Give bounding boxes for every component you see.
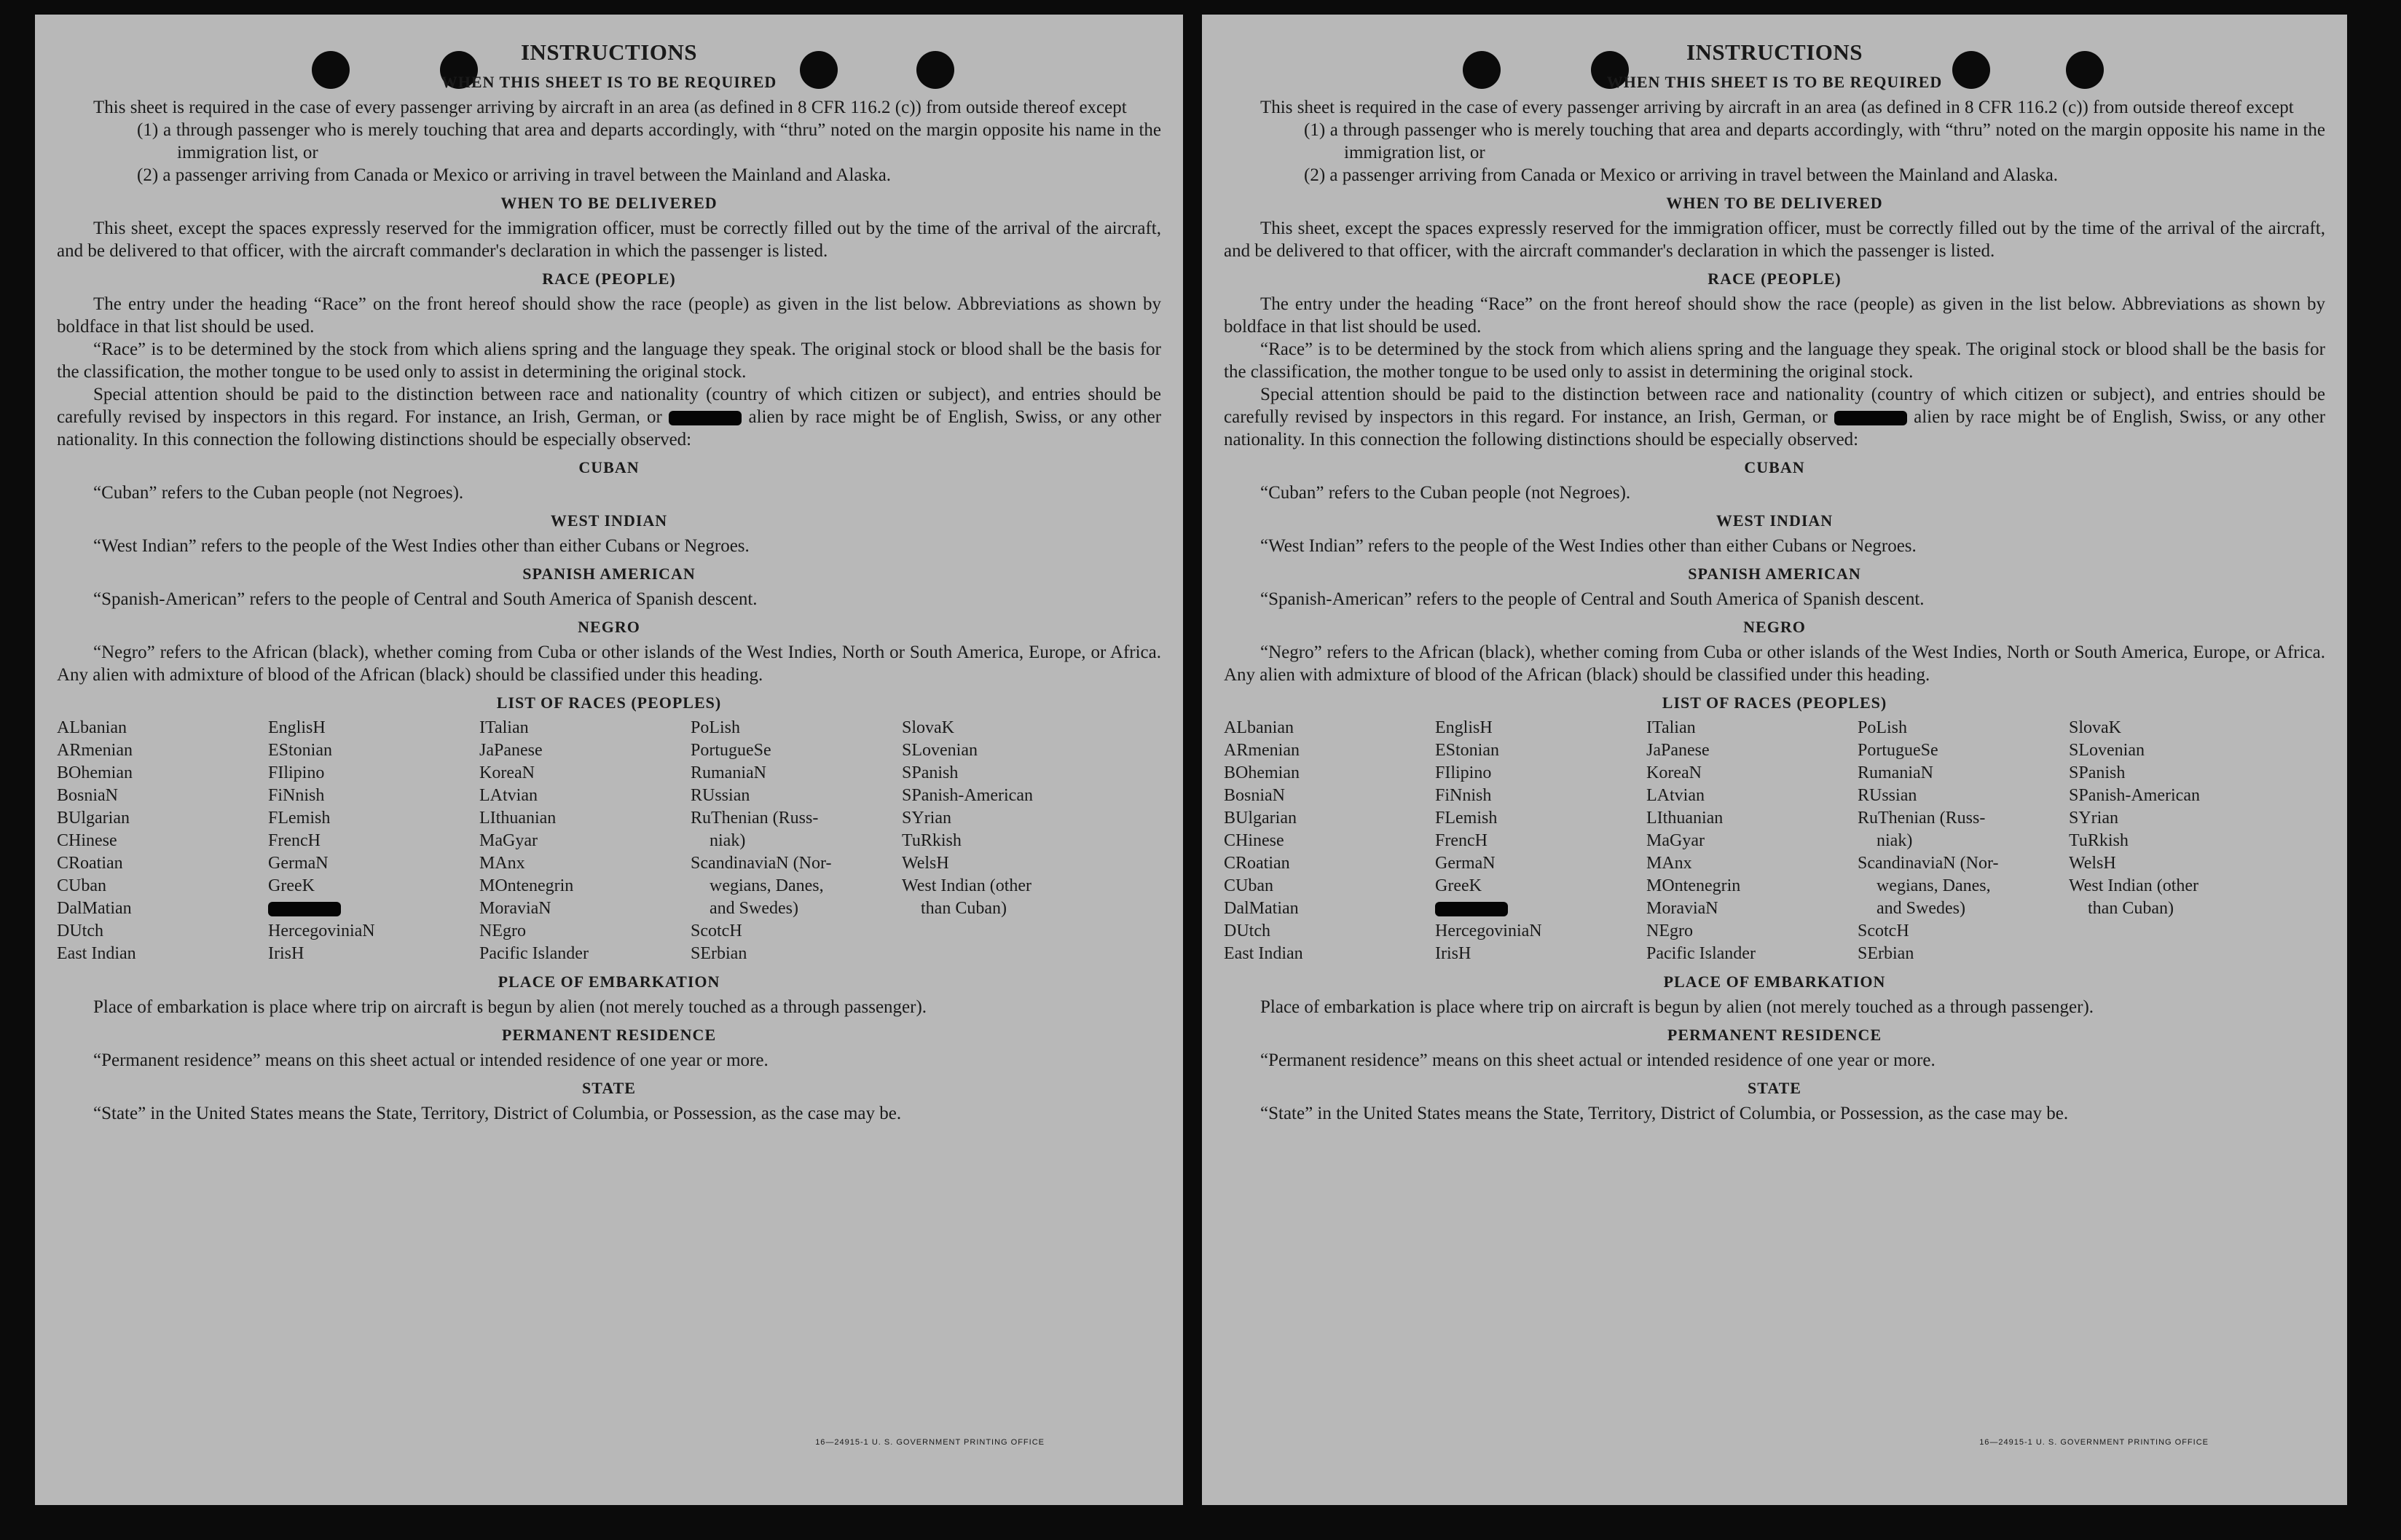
heading-negro: NEGRO <box>578 618 640 636</box>
para-race-3 <box>1224 383 2325 451</box>
races-list <box>1224 717 2325 965</box>
race-item: RumaniaN <box>1858 763 1933 782</box>
races-column-5 <box>902 717 1091 965</box>
race-item: MAnx <box>1646 854 1692 873</box>
para-state: “State” in the United States means the State, Territory, District of Columbia, or Possession, as the case may be. <box>1260 1104 2069 1123</box>
race-item: FIlipino <box>1435 763 1492 782</box>
race-item: WelsH <box>2069 854 2116 873</box>
heading-race: RACE (PEOPLE) <box>1708 270 1842 288</box>
race-item: Pacific Islander <box>479 944 589 963</box>
races-column-1 <box>1224 717 1435 965</box>
race-item: BosniaN <box>1224 786 1285 805</box>
race-item: JaPanese <box>479 741 543 760</box>
redaction-mark <box>669 411 742 425</box>
race-item: EStonian <box>1435 741 1499 760</box>
para-race-2: “Race” is to be determined by the stock from which aliens spring and the language they speak. The original stock or blood shall be the basis for the classification, the mother tongue to be used only to assist in determining the original stock. <box>1224 339 2325 382</box>
para-race-3b: alien by race might be of English, Swiss, or any other nationality. In this connection the following distinctions should be especially observed: <box>57 407 1162 449</box>
race-item: ARmenian <box>1224 741 1300 760</box>
race-item: GreeK <box>268 876 315 895</box>
race-item: EStonian <box>268 741 332 760</box>
race-item: LIthuanian <box>1646 809 1724 828</box>
race-item: TuRkish <box>902 831 962 850</box>
instructions-content <box>57 22 1161 1125</box>
race-item: East Indian <box>57 944 136 963</box>
race-item: WelsH <box>902 854 949 873</box>
heading-embarkation: PLACE OF EMBARKATION <box>498 973 720 991</box>
race-item-continued: than Cuban) <box>2088 899 2174 918</box>
para-delivered: This sheet, except the spaces expressly reserved for the immigration officer, must be correctly filled out by the time of the arrival of the aircraft, and be delivered to that officer, with the aircraft commander's declaration in which the passenger is listed. <box>1224 219 2325 261</box>
heading-west-indian: WEST INDIAN <box>1716 511 1834 530</box>
race-item: SPanish-American <box>902 786 1033 805</box>
race-item: DUtch <box>1224 922 1270 940</box>
race-item: MoraviaN <box>479 899 551 918</box>
race-item: TuRkish <box>2069 831 2129 850</box>
race-item: FLemish <box>1435 809 1498 828</box>
race-item-continued: and Swedes) <box>1877 899 1965 918</box>
race-item: FIlipino <box>268 763 325 782</box>
race-item: RumaniaN <box>691 763 766 782</box>
race-item: CRoatian <box>57 854 123 873</box>
race-item: GermaN <box>268 854 329 873</box>
races-list <box>57 717 1161 965</box>
race-item: Pacific Islander <box>1646 944 1756 963</box>
para-negro: “Negro” refers to the African (black), whether coming from Cuba or other islands of the West Indies, North or South America, Europe, or Africa. Any alien with admixture of blood of the African (black) should be classified under this heading. <box>1224 643 2325 685</box>
races-column-4 <box>691 717 902 965</box>
para-west-indian: “West Indian” refers to the people of the West Indies other than either Cubans or Negroes. <box>93 536 750 556</box>
race-item-continued: niak) <box>710 831 746 850</box>
heading-state: STATE <box>1748 1079 1801 1097</box>
race-item: SPanish <box>2069 763 2126 782</box>
race-item: LAtvian <box>1646 786 1705 805</box>
race-item: KoreaN <box>479 763 535 782</box>
race-item: MaGyar <box>1646 831 1705 850</box>
para-spanish-american: “Spanish-American” refers to the people of Central and South America of Spanish descent. <box>93 589 758 609</box>
race-item: FrencH <box>1435 831 1488 850</box>
para-cuban: “Cuban” refers to the Cuban people (not Negroes). <box>93 483 464 503</box>
race-item: CRoatian <box>1224 854 1290 873</box>
race-item: SPanish <box>902 763 959 782</box>
para-race-2: “Race” is to be determined by the stock from which aliens spring and the language they speak. The original stock or blood shall be the basis for the classification, the mother tongue to be used only to assist in determining the original stock. <box>57 339 1161 382</box>
race-item: FiNnish <box>268 786 325 805</box>
race-item: ScandinaviaN (Nor- <box>1858 854 1999 873</box>
races-column-2 <box>1435 717 1646 965</box>
race-item: IrisH <box>1435 944 1471 963</box>
para-cuban: “Cuban” refers to the Cuban people (not Negroes). <box>1260 483 1631 503</box>
race-item: SYrian <box>2069 809 2118 828</box>
race-item: MaGyar <box>479 831 538 850</box>
race-item: ScotcH <box>691 922 742 940</box>
race-item: HercegoviniaN <box>1435 922 1542 940</box>
redaction-mark <box>1834 411 1907 425</box>
heading-embarkation: PLACE OF EMBARKATION <box>1663 973 1886 991</box>
race-item: LAtvian <box>479 786 538 805</box>
printing-office-note: 16—24915-1 U. S. GOVERNMENT PRINTING OFFICE <box>1979 1438 2209 1447</box>
heading-list-of-races: LIST OF RACES (PEOPLES) <box>1662 694 1887 712</box>
race-item: ScotcH <box>1858 922 1909 940</box>
race-item-continued: than Cuban) <box>921 899 1007 918</box>
race-item: NEgro <box>1646 922 1693 940</box>
race-item: DalMatian <box>1224 899 1299 918</box>
race-item: SlovaK <box>2069 718 2121 737</box>
heading-delivered: WHEN TO BE DELIVERED <box>500 194 718 212</box>
race-item: RuThenian (Russ- <box>1858 809 1986 828</box>
race-item: ITalian <box>1646 718 1696 737</box>
exception-item-1: (1) a through passenger who is merely touching that area and departs accordingly, with “thru” noted on the margin opposite his name in the immigration list, or <box>137 120 1161 162</box>
race-item: SPanish-American <box>2069 786 2200 805</box>
race-item: East Indian <box>1224 944 1303 963</box>
instructions-content <box>1224 22 2325 1125</box>
heading-spanish-american: SPANISH AMERICAN <box>522 565 696 583</box>
race-item: RUssian <box>691 786 750 805</box>
heading-residence: PERMANENT RESIDENCE <box>1667 1026 1882 1044</box>
para-embarkation: Place of embarkation is place where trip on aircraft is begun by alien (not merely touched as a through passenger). <box>1260 997 2094 1017</box>
heading-negro: NEGRO <box>1743 618 1806 636</box>
race-item-redacted <box>268 897 479 920</box>
para-negro: “Negro” refers to the African (black), whether coming from Cuba or other islands of the West Indies, North or South America, Europe, or Africa. Any alien with admixture of blood of the African (black) should be classified under this heading. <box>57 643 1161 685</box>
redaction-mark <box>1435 902 1508 916</box>
race-item: MOntenegrin <box>1646 876 1741 895</box>
race-item: BOhemian <box>57 763 133 782</box>
exception-item-2: (2) a passenger arriving from Canada or Mexico or arriving in travel between the Mainland and Alaska. <box>1304 165 2059 185</box>
race-item: DalMatian <box>57 899 132 918</box>
exception-item-2: (2) a passenger arriving from Canada or Mexico or arriving in travel between the Mainland and Alaska. <box>137 165 892 185</box>
race-item: FrencH <box>268 831 321 850</box>
race-item: RuThenian (Russ- <box>691 809 819 828</box>
para-race-1: The entry under the heading “Race” on the front hereof should show the race (people) as given in the list below. Abbreviations as shown by boldface in that list should be used. <box>57 294 1161 337</box>
para-residence: “Permanent residence” means on this sheet actual or intended residence of one year or more. <box>93 1050 769 1070</box>
race-item: SLovenian <box>902 741 978 760</box>
para-race-3a: Special attention should be paid to the distinction between race and nationality (country of which citizen or subject), and entries should be carefully revised by inspectors in this regard. For instance, an Irish, German, or <box>57 385 1161 427</box>
race-item: PoLish <box>1858 718 1908 737</box>
race-item: PortugueSe <box>1858 741 1938 760</box>
race-item: ARmenian <box>57 741 133 760</box>
race-item: BUlgarian <box>57 809 130 828</box>
race-item: SErbian <box>691 944 747 963</box>
race-item: SErbian <box>1858 944 1914 963</box>
heading-west-indian: WEST INDIAN <box>550 511 668 530</box>
para-race-1: The entry under the heading “Race” on the front hereof should show the race (people) as given in the list below. Abbreviations as shown by boldface in that list should be used. <box>1224 294 2325 337</box>
race-item: ITalian <box>479 718 529 737</box>
heading-state: STATE <box>582 1079 636 1097</box>
race-item: FLemish <box>268 809 331 828</box>
races-column-2 <box>268 717 479 965</box>
races-column-4 <box>1858 717 2069 965</box>
para-state: “State” in the United States means the State, Territory, District of Columbia, or Possession, as the case may be. <box>93 1104 902 1123</box>
race-item: BUlgarian <box>1224 809 1297 828</box>
race-item: ScandinaviaN (Nor- <box>691 854 832 873</box>
race-item-continued: wegians, Danes, <box>710 876 824 895</box>
races-column-1 <box>57 717 268 965</box>
redaction-mark <box>268 902 341 916</box>
para-race-3a: Special attention should be paid to the distinction between race and nationality (country of which citizen or subject), and entries should be carefully revised by inspectors in this regard. For instance, an Irish, German, or <box>1224 385 2325 427</box>
heading-residence: PERMANENT RESIDENCE <box>501 1026 717 1044</box>
race-item: PortugueSe <box>691 741 771 760</box>
para-west-indian: “West Indian” refers to the people of the West Indies other than either Cubans or Negroes. <box>1260 536 1917 556</box>
para-race-3b: alien by race might be of English, Swiss, or any other nationality. In this connection the following distinctions should be especially observed: <box>1224 407 2326 449</box>
heading-delivered: WHEN TO BE DELIVERED <box>1666 194 1883 212</box>
exception-item-1: (1) a through passenger who is merely touching that area and departs accordingly, with “thru” noted on the margin opposite his name in the immigration list, or <box>1304 120 2325 162</box>
para-residence: “Permanent residence” means on this sheet actual or intended residence of one year or more. <box>1260 1050 1936 1070</box>
para-race-3 <box>57 383 1161 451</box>
heading-race: RACE (PEOPLE) <box>542 270 676 288</box>
race-item: KoreaN <box>1646 763 1702 782</box>
races-column-5 <box>2069 717 2258 965</box>
para-required: This sheet is required in the case of every passenger arriving by aircraft in an area (as defined in 8 CFR 116.2 (c)) from outside thereof except <box>1260 98 2294 117</box>
race-item: IrisH <box>268 944 304 963</box>
race-item: GreeK <box>1435 876 1482 895</box>
race-item: SlovaK <box>902 718 954 737</box>
race-item: GermaN <box>1435 854 1496 873</box>
printing-office-note: 16—24915-1 U. S. GOVERNMENT PRINTING OFFICE <box>815 1438 1045 1447</box>
race-item: CHinese <box>57 831 117 850</box>
para-required: This sheet is required in the case of every passenger arriving by aircraft in an area (as defined in 8 CFR 116.2 (c)) from outside thereof except <box>93 98 1127 117</box>
para-embarkation: Place of embarkation is place where trip on aircraft is begun by alien (not merely touched as a through passenger). <box>93 997 927 1017</box>
race-item: RUssian <box>1858 786 1917 805</box>
para-delivered: This sheet, except the spaces expressly reserved for the immigration officer, must be correctly filled out by the time of the arrival of the aircraft, and be delivered to that officer, with the aircraft commander's declaration in which the passenger is listed. <box>57 219 1161 261</box>
race-item: West Indian (other <box>2069 876 2199 895</box>
race-item: SLovenian <box>2069 741 2145 760</box>
race-item: ALbanian <box>1224 718 1294 737</box>
race-item: HercegoviniaN <box>268 922 375 940</box>
race-item: BOhemian <box>1224 763 1300 782</box>
race-item-continued: wegians, Danes, <box>1877 876 1991 895</box>
race-item: CUban <box>57 876 106 895</box>
heading-cuban: CUBAN <box>1744 458 1805 476</box>
race-item-continued: niak) <box>1877 831 1913 850</box>
races-column-3 <box>1646 717 1858 965</box>
races-column-3 <box>479 717 691 965</box>
heading-spanish-american: SPANISH AMERICAN <box>1688 565 1861 583</box>
race-item: ALbanian <box>57 718 127 737</box>
race-item: LIthuanian <box>479 809 557 828</box>
race-item: West Indian (other <box>902 876 1032 895</box>
heading-cuban: CUBAN <box>578 458 640 476</box>
race-item: MOntenegrin <box>479 876 574 895</box>
heading-required: WHEN THIS SHEET IS TO BE REQUIRED <box>441 73 777 91</box>
race-item: EnglisH <box>1435 718 1493 737</box>
race-item: CUban <box>1224 876 1273 895</box>
left-page <box>35 15 1183 1505</box>
race-item-redacted <box>1435 897 1646 920</box>
race-item: BosniaN <box>57 786 118 805</box>
para-spanish-american: “Spanish-American” refers to the people of Central and South America of Spanish descent. <box>1260 589 1925 609</box>
race-item-continued: and Swedes) <box>710 899 798 918</box>
right-page <box>1202 15 2347 1505</box>
race-item: MoraviaN <box>1646 899 1718 918</box>
race-item: NEgro <box>479 922 526 940</box>
page-title: INSTRUCTIONS <box>520 39 697 65</box>
race-item: PoLish <box>691 718 741 737</box>
heading-list-of-races: LIST OF RACES (PEOPLES) <box>496 694 722 712</box>
race-item: DUtch <box>57 922 103 940</box>
race-item: FiNnish <box>1435 786 1492 805</box>
race-item: SYrian <box>902 809 951 828</box>
race-item: MAnx <box>479 854 525 873</box>
page-title: INSTRUCTIONS <box>1686 39 1863 65</box>
race-item: JaPanese <box>1646 741 1710 760</box>
race-item: CHinese <box>1224 831 1284 850</box>
race-item: EnglisH <box>268 718 326 737</box>
heading-required: WHEN THIS SHEET IS TO BE REQUIRED <box>1606 73 1943 91</box>
